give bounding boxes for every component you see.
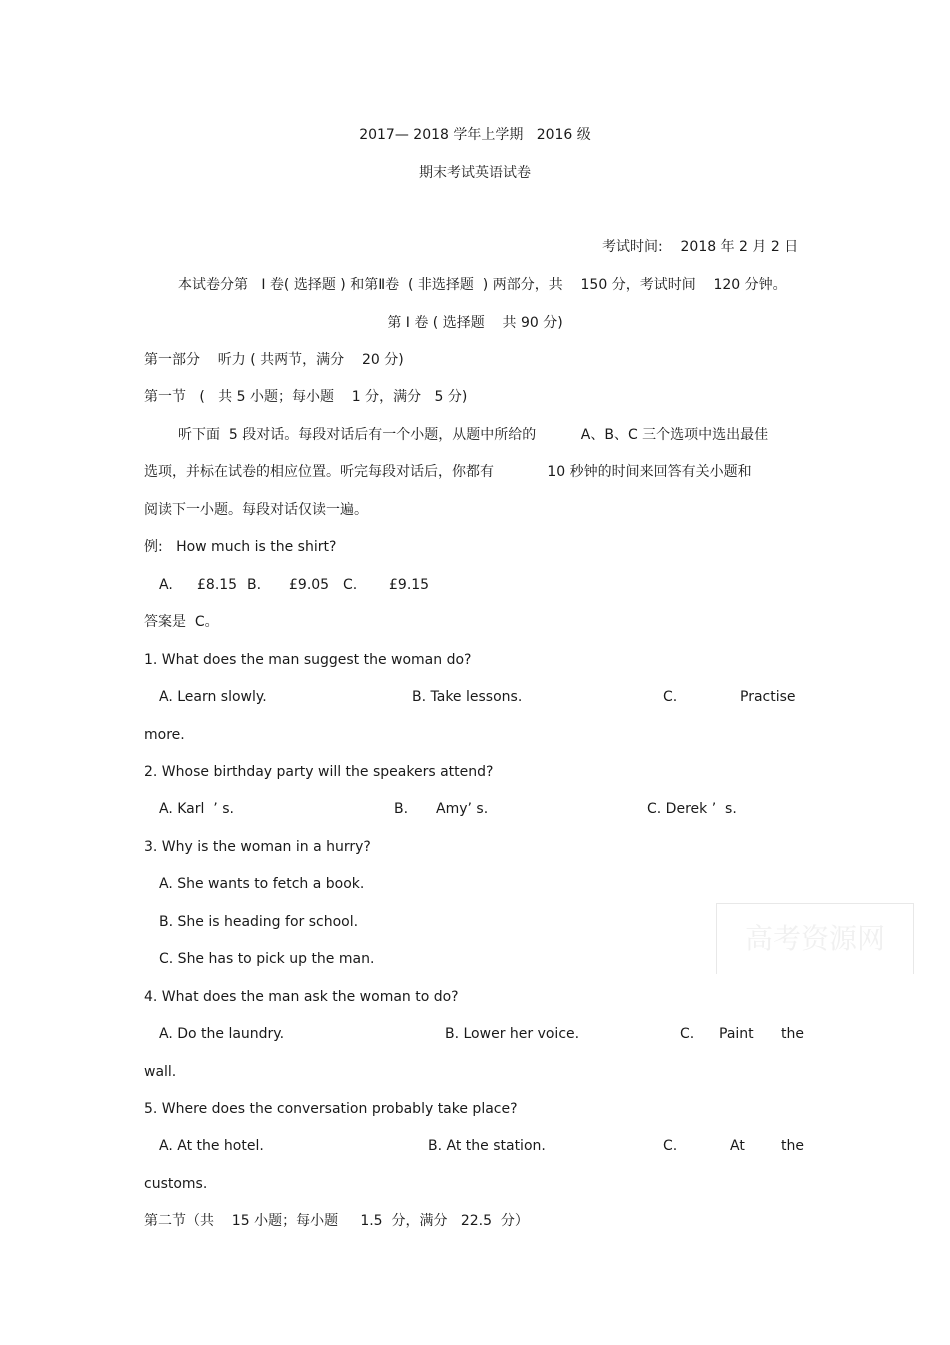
question-2: 2. Whose birthday party will the speakers attend?	[144, 764, 494, 780]
volume-title: 第 Ⅰ 卷 ( 选择题 共 90 分)	[387, 315, 563, 331]
question-5: 5. Where does the conversation probably take place?	[144, 1101, 518, 1117]
question-4-option-c-label: C.	[680, 1026, 695, 1042]
example-answer: 答案是 C。	[144, 614, 219, 630]
question-1: 1. What does the man suggest the woman do?	[144, 652, 472, 668]
question-2-option-a: A. Karl ’ s.	[159, 801, 234, 817]
question-5-option-c-continued: customs.	[144, 1176, 208, 1192]
example-option-c-value: £9.15	[389, 577, 430, 593]
section2-title: 第二节（共 15 小题；每小题 1.5 分，满分 22.5 分）	[144, 1213, 529, 1229]
question-5-option-c-word-2: the	[781, 1138, 804, 1154]
exam-date: 考试时间: 2018 年 2 月 2 日	[602, 239, 799, 255]
example-option-b-label: B.	[247, 577, 262, 593]
question-3-option-b: B. She is heading for school.	[159, 914, 359, 930]
question-4: 4. What does the man ask the woman to do?	[144, 989, 459, 1005]
question-2-option-b-text: Amy’ s.	[436, 801, 489, 817]
question-1-option-a: A. Learn slowly.	[159, 689, 267, 705]
example-question: 例: How much is the shirt?	[144, 539, 337, 555]
question-5-option-a: A. At the hotel.	[159, 1138, 264, 1154]
question-3-option-a: A. She wants to fetch a book.	[159, 876, 365, 892]
exam-intro: 本试卷分第 Ⅰ 卷( 选择题 ) 和第Ⅱ卷 ( 非选择题 ) 两部分，共 150 分，考试时间 120 分钟。	[178, 277, 787, 293]
question-5-option-c-word-1: At	[730, 1138, 745, 1154]
example-option-a-label: A.	[159, 577, 173, 593]
question-1-option-b: B. Take lessons.	[412, 689, 523, 705]
section1-title: 第一节 ( 共 5 小题；每小题 1 分，满分 5 分)	[144, 389, 468, 405]
question-1-option-c-text: Practise	[740, 689, 796, 705]
question-2-option-c: C. Derek ’ s.	[647, 801, 737, 817]
question-4-option-c-continued: wall.	[144, 1064, 177, 1080]
instructions-line-2: 选项，并标在试卷的相应位置。听完每段对话后，你都有 10 秒钟的时间来回答有关小题和	[144, 464, 752, 480]
question-4-option-a: A. Do the laundry.	[159, 1026, 285, 1042]
question-1-option-c-label: C.	[663, 689, 678, 705]
question-1-option-c-continued: more.	[144, 727, 185, 743]
instructions-line-3: 阅读下一小题。每段对话仅读一遍。	[144, 502, 368, 518]
example-option-c-label: C.	[343, 577, 358, 593]
question-4-option-c-word-1: Paint	[719, 1026, 754, 1042]
question-3-option-c: C. She has to pick up the man.	[159, 951, 375, 967]
question-5-option-b: B. At the station.	[428, 1138, 546, 1154]
exam-header-title: 期末考试英语试卷	[419, 165, 531, 181]
watermark: 高考资源网	[716, 903, 914, 974]
question-3: 3. Why is the woman in a hurry?	[144, 839, 371, 855]
instructions-line-1: 听下面 5 段对话。每段对话后有一个小题，从题中所给的 A、B、C 三个选项中选出最佳	[178, 427, 769, 443]
example-option-b-value: £9.05	[289, 577, 330, 593]
question-2-option-b-label: B.	[394, 801, 409, 817]
question-4-option-c-word-2: the	[781, 1026, 804, 1042]
exam-header-year: 2017— 2018 学年上学期 2016 级	[359, 127, 591, 143]
question-5-option-c-label: C.	[663, 1138, 678, 1154]
example-option-a-value: £8.15	[197, 577, 238, 593]
part1-title: 第一部分 听力 ( 共两节，满分 20 分)	[144, 352, 404, 368]
question-4-option-b: B. Lower her voice.	[445, 1026, 580, 1042]
